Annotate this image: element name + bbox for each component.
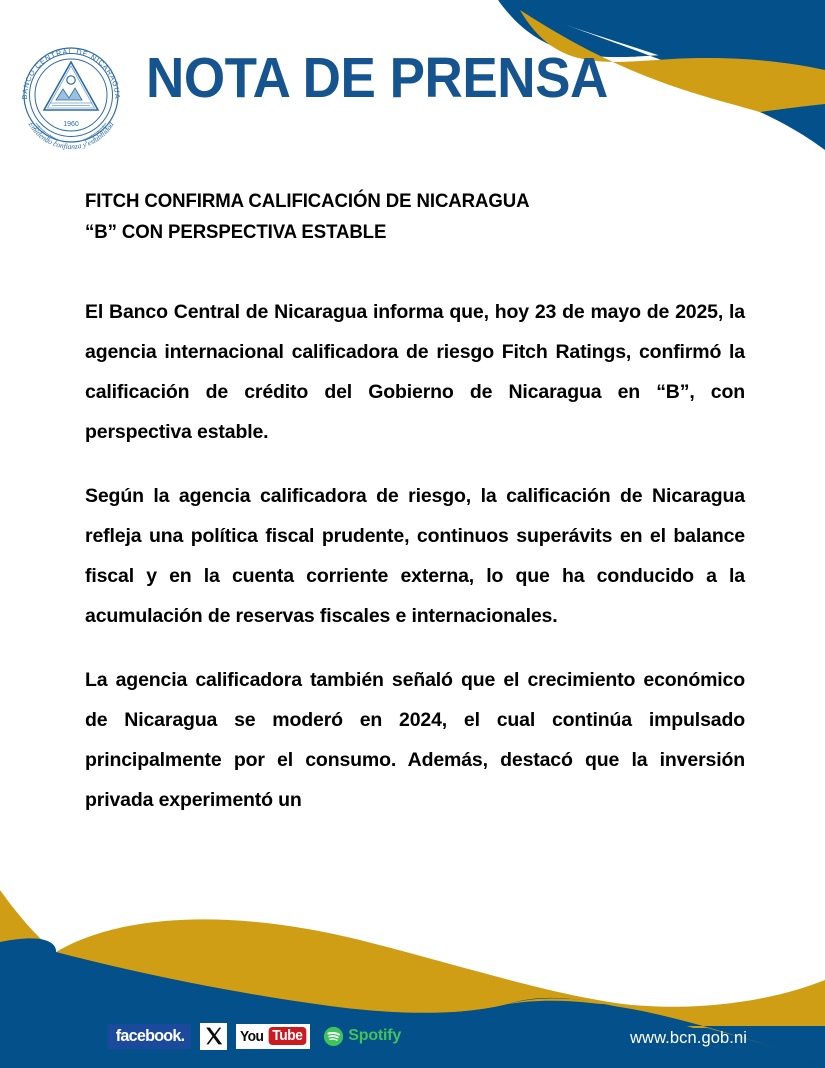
facebook-icon[interactable]	[108, 1024, 191, 1049]
facebook-label: facebook.	[115, 1026, 185, 1045]
headline-line-2: “B” CON PERSPECTIVA ESTABLE	[85, 221, 387, 243]
page-header	[0, 0, 825, 170]
paragraph-3: La agencia calificadora también señaló que el crecimiento económico de Nicaragua se moderó en 2024, el cual continúa impulsado principalmente por el consumo. Además, destacó que la inversión privada experimentó un	[85, 669, 745, 811]
paragraph-1: El Banco Central de Nicaragua informa que, hoy 23 de mayo de 2025, la agencia internacional calificadora de riesgo Fitch Ratings, confirmó la calificación de crédito del Gobierno de Nicaragua en “B”, con perspectiva estable.	[85, 301, 745, 443]
x-glyph	[204, 1026, 224, 1046]
paragraph-2: Según la agencia calificadora de riesgo, la calificación de Nicaragua refleja una política fiscal prudente, continuos superávits en el balance fiscal y en la cuenta corriente externa, lo que ha conducido a la acumulación de reservas fiscales e internacionales.	[85, 485, 745, 627]
page-footer	[0, 878, 825, 1068]
x-twitter-icon[interactable]	[200, 1023, 227, 1050]
seal-top-text: BANCO CENTRAL DE NICARAGUA	[19, 46, 123, 100]
website-url[interactable]: www.bcn.gob.ni	[630, 1029, 747, 1047]
youtube-you-label: You	[240, 1027, 264, 1045]
spotify-label: Spotify	[348, 1027, 402, 1044]
social-links-row	[108, 1022, 401, 1050]
seal-year-text: 1960	[63, 121, 79, 128]
headline-line-1: FITCH CONFIRMA CALIFICACIÓN DE NICARAGUA	[85, 190, 530, 212]
youtube-icon[interactable]	[236, 1024, 310, 1049]
seal-bottom-text: Emitiendo confianza y estabilidad	[26, 120, 116, 152]
document-body	[85, 186, 745, 820]
spotify-icon[interactable]	[319, 1026, 401, 1047]
spotify-glyph	[323, 1026, 344, 1047]
bcn-seal-logo-icon	[12, 30, 130, 160]
press-release-banner-title: NOTA DE PRENSA	[146, 46, 608, 110]
document-headline	[85, 186, 715, 248]
youtube-tube-label: Tube	[268, 1027, 305, 1045]
